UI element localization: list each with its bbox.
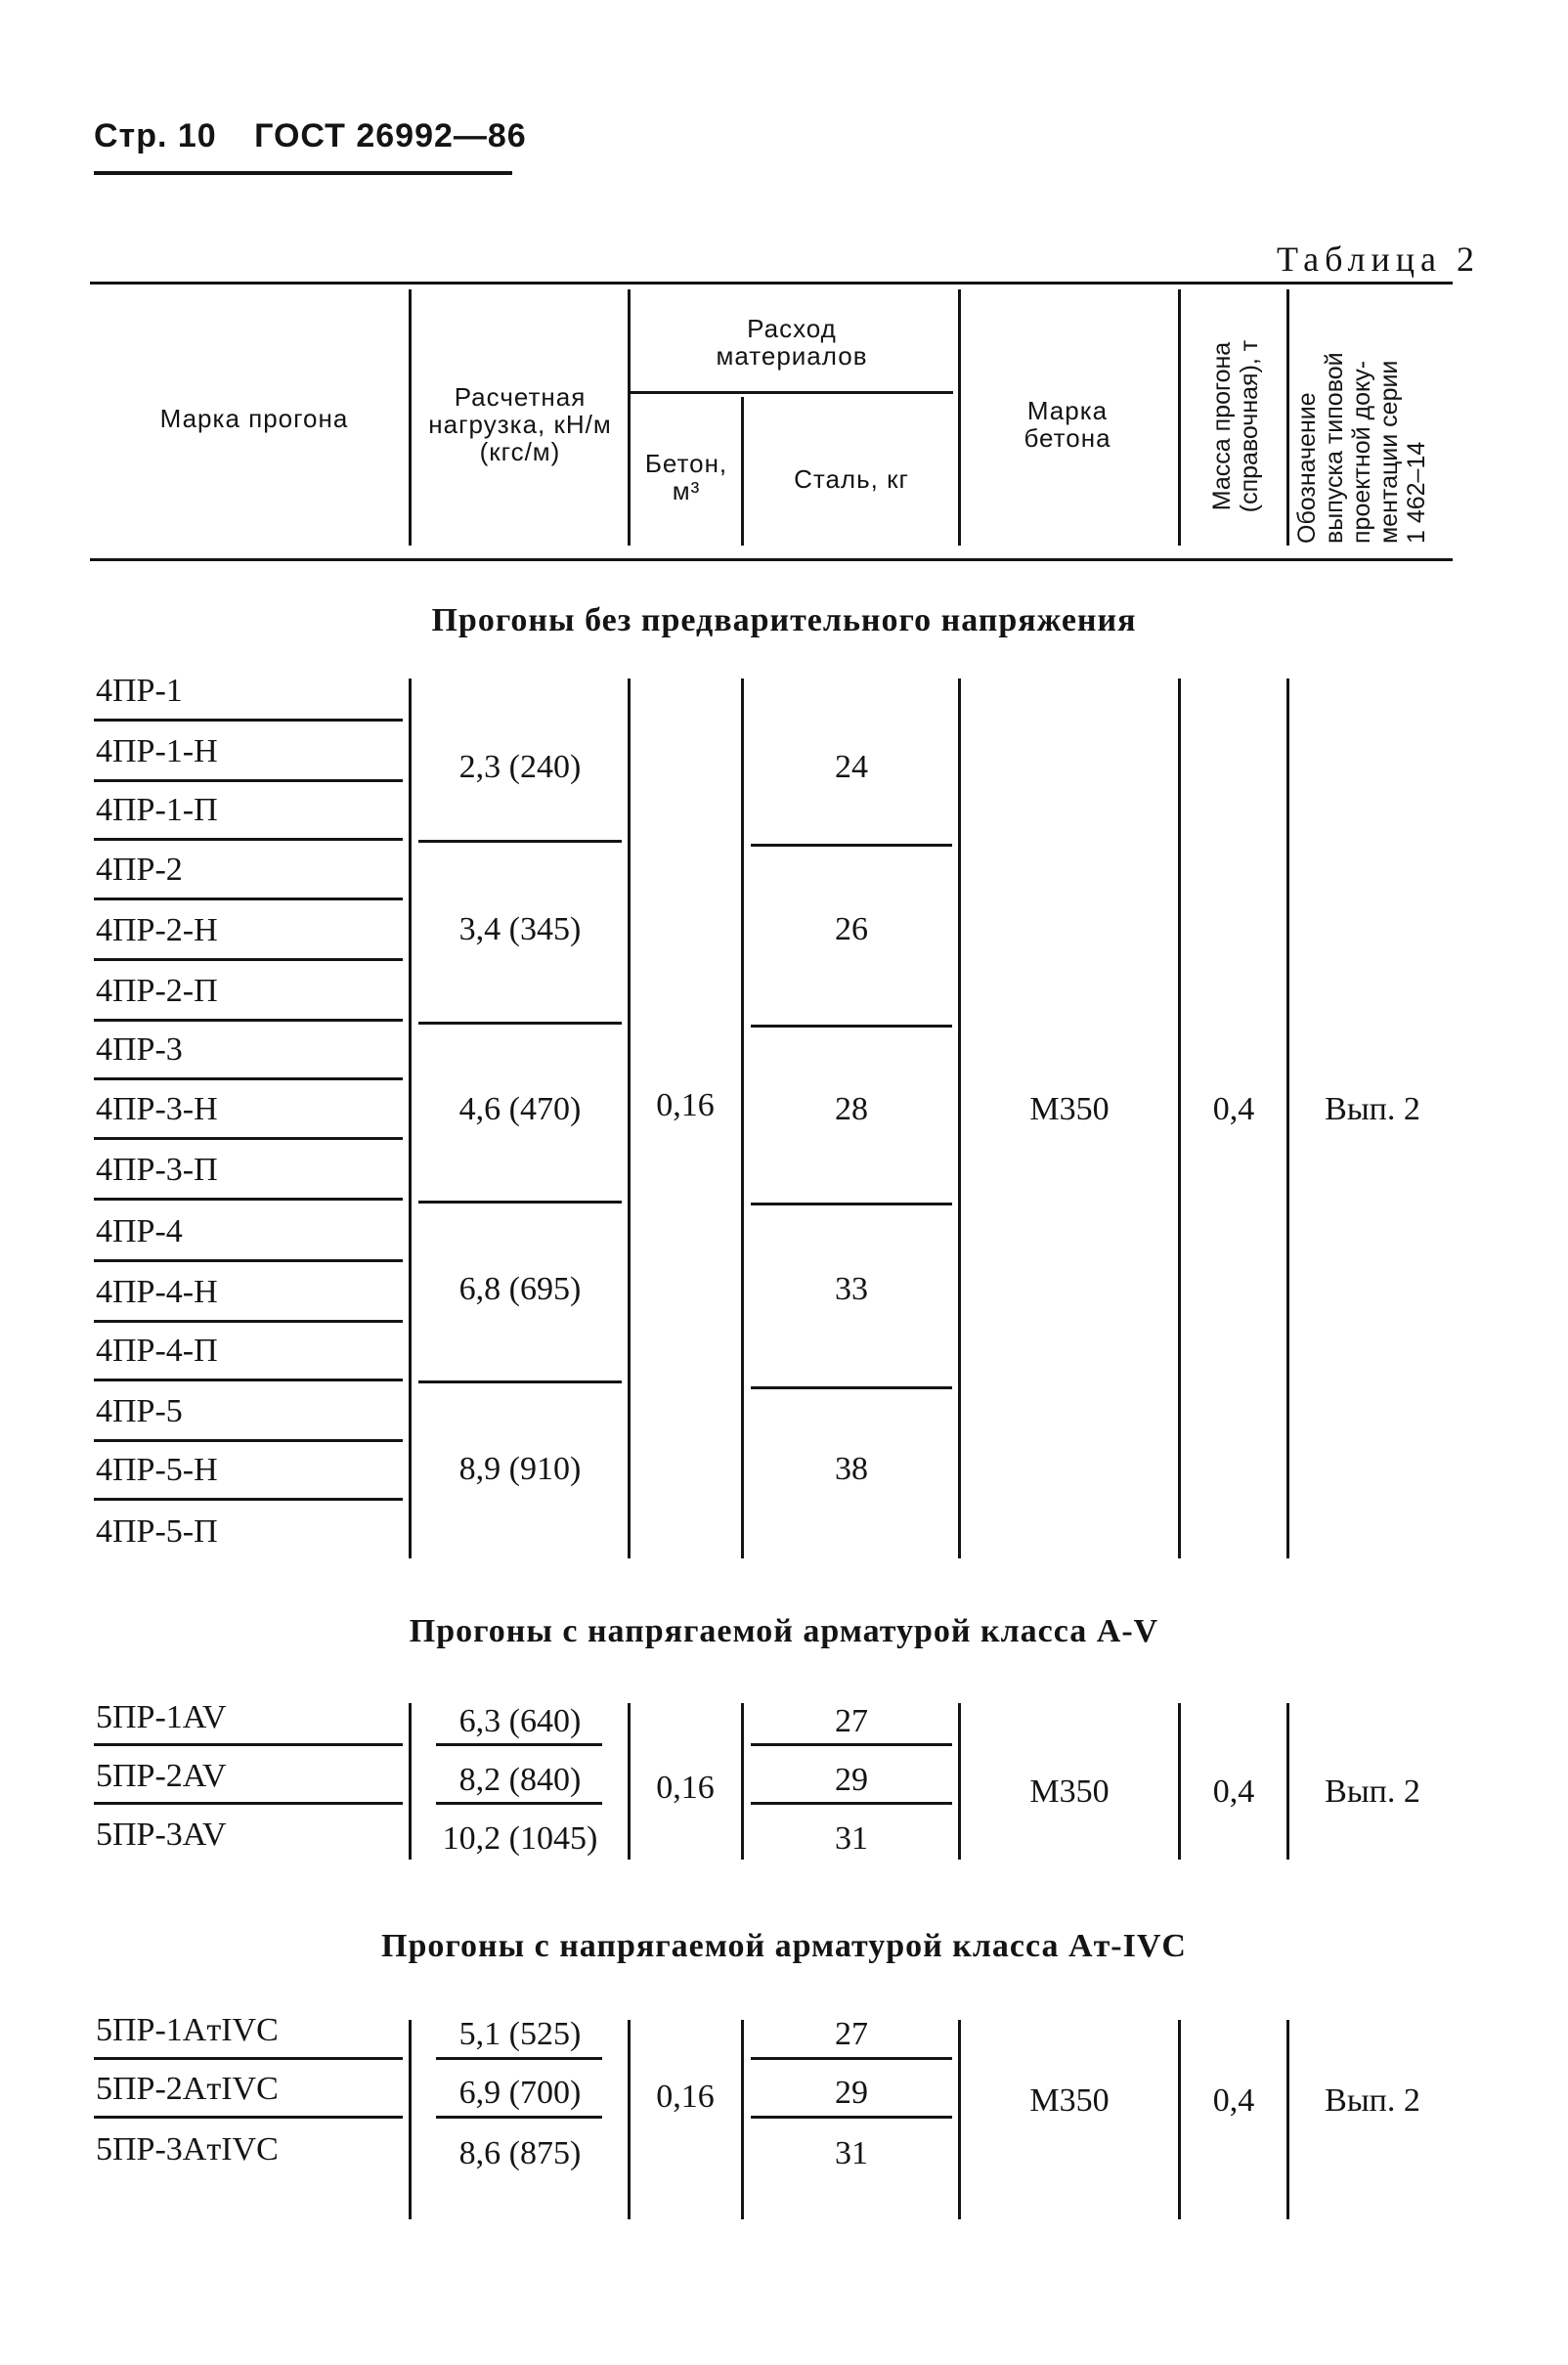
s1-mark: 4ПР-3 — [96, 1031, 183, 1068]
s2-load: 8,2 (840) — [458, 1762, 582, 1798]
s1-steel-divider — [751, 844, 952, 847]
s2-mass: 0,4 — [1212, 1774, 1255, 1810]
col-header-mark: Марка прогона — [159, 404, 349, 433]
s3-col-divider — [741, 2020, 744, 2219]
s1-mark: 4ПР-4-Н — [96, 1274, 218, 1310]
s2-load: 6,3 (640) — [458, 1703, 582, 1739]
s1-mark-underline — [94, 1137, 403, 1140]
s3-mark-underline — [94, 2116, 403, 2119]
s3-col-divider — [628, 2020, 631, 2219]
s2-mark: 5ПР-3AV — [96, 1817, 227, 1853]
s3-concrete: 0,16 — [656, 2079, 715, 2115]
s1-mark: 4ПР-2-Н — [96, 912, 218, 948]
s2-steel: 31 — [835, 1820, 868, 1857]
header-col-divider — [741, 397, 744, 546]
s1-steel-divider — [751, 1386, 952, 1389]
s2-col-divider — [409, 1703, 412, 1860]
s1-load-divider — [418, 1201, 622, 1204]
s2-col-divider — [741, 1703, 744, 1860]
s1-mark-underline — [94, 1320, 403, 1323]
s2-load-underline — [436, 1802, 602, 1805]
s1-mark-underline — [94, 1498, 403, 1501]
s1-mark-underline — [94, 1198, 403, 1201]
section-title-2: Прогоны с напрягаемой арматурой класса A-V — [409, 1613, 1159, 1649]
s1-steel-divider — [751, 1025, 952, 1028]
s1-mark-underline — [94, 838, 403, 841]
s1-mark: 4ПР-5 — [96, 1393, 183, 1429]
s2-col-divider — [1178, 1703, 1181, 1860]
s3-mass: 0,4 — [1212, 2082, 1255, 2119]
s1-mark-underline — [94, 1077, 403, 1080]
s2-steel: 27 — [835, 1703, 868, 1739]
s3-steel: 29 — [835, 2075, 868, 2111]
s2-doc: Вып. 2 — [1325, 1774, 1420, 1810]
header-col-divider — [958, 289, 961, 546]
s1-mark: 4ПР-5-Н — [96, 1452, 218, 1488]
s3-load: 5,1 (525) — [458, 2016, 582, 2052]
s2-steel-underline — [751, 1743, 952, 1746]
s1-mark-underline — [94, 1019, 403, 1022]
s1-col-divider — [409, 679, 412, 1558]
page-number: Стр. 10 — [94, 117, 217, 154]
s1-mark: 4ПР-3-Н — [96, 1091, 218, 1127]
s3-load-underline — [436, 2057, 602, 2060]
s1-col-divider — [741, 679, 744, 1558]
header-col-divider — [1178, 289, 1181, 546]
s3-mark: 5ПР-3AтIVC — [96, 2131, 279, 2168]
s2-load-underline — [436, 1743, 602, 1746]
s1-grade: М350 — [1029, 1091, 1110, 1127]
s2-mark-underline — [94, 1802, 403, 1805]
s3-steel: 27 — [835, 2016, 868, 2052]
s1-load: 2,3 (240) — [458, 749, 582, 785]
page-header — [94, 117, 527, 155]
s1-mark: 4ПР-1 — [96, 673, 183, 709]
s1-col-divider — [1286, 679, 1289, 1558]
col-header-doc-line5: 1 462–14 — [1403, 441, 1430, 544]
s1-concrete: 0,16 — [656, 1087, 715, 1123]
s2-col-divider — [628, 1703, 631, 1860]
s1-mark-underline — [94, 898, 403, 900]
header-col-divider — [1286, 289, 1289, 546]
s3-col-divider — [409, 2020, 412, 2219]
header-col-divider — [409, 289, 412, 546]
s1-col-divider — [628, 679, 631, 1558]
col-header-mass: Масса прогона (справочная), т — [1208, 339, 1263, 513]
s3-mark: 5ПР-2AтIVC — [96, 2071, 279, 2107]
s1-load: 8,9 (910) — [458, 1451, 582, 1487]
s1-mark: 4ПР-4-П — [96, 1333, 218, 1369]
s1-load-divider — [418, 1380, 622, 1383]
s2-steel-underline — [751, 1802, 952, 1805]
s1-col-divider — [1178, 679, 1181, 1558]
s1-steel: 24 — [835, 749, 868, 785]
s1-steel-divider — [751, 1203, 952, 1205]
s1-mark: 4ПР-2-П — [96, 973, 218, 1009]
s1-mark: 4ПР-1-П — [96, 792, 218, 828]
s1-col-divider — [958, 679, 961, 1558]
col-header-steel: Сталь, кг — [794, 464, 909, 494]
col-header-load: Расчетная нагрузка, кН/м (кгс/м) — [428, 382, 612, 466]
s1-steel: 38 — [835, 1451, 868, 1487]
s2-mark-underline — [94, 1743, 403, 1746]
s1-load: 4,6 (470) — [458, 1091, 582, 1127]
col-header-concrete-grade: Марка бетона — [1024, 396, 1111, 453]
s3-load: 6,9 (700) — [458, 2075, 582, 2111]
materials-divider — [631, 391, 953, 394]
header-bottom-rule — [90, 558, 1453, 561]
table-caption: Таблица 2 — [1277, 240, 1480, 279]
s1-load: 3,4 (345) — [458, 911, 582, 947]
s3-load: 8,6 (875) — [458, 2135, 582, 2171]
s1-steel: 33 — [835, 1271, 868, 1307]
s1-load-divider — [418, 840, 622, 843]
section-title-3: Прогоны с напрягаемой арматурой класса Aт-IVC — [381, 1928, 1187, 1964]
s2-load: 10,2 (1045) — [442, 1820, 598, 1857]
table-top-rule — [90, 282, 1453, 285]
s3-mark: 5ПР-1AтIVC — [96, 2012, 279, 2048]
s1-doc: Вып. 2 — [1325, 1091, 1420, 1127]
s1-mark: 4ПР-4 — [96, 1213, 183, 1249]
s1-mass: 0,4 — [1212, 1091, 1255, 1127]
s3-doc: Вып. 2 — [1325, 2082, 1420, 2119]
s3-col-divider — [958, 2020, 961, 2219]
col-header-doc-line2: выпуска типовой — [1321, 352, 1348, 544]
s1-steel: 26 — [835, 911, 868, 947]
s1-mark-underline — [94, 1439, 403, 1442]
col-header-concrete: Бетон, м³ — [644, 449, 728, 505]
s3-mark-underline — [94, 2057, 403, 2060]
s1-mark: 4ПР-3-П — [96, 1152, 218, 1188]
s1-mark: 4ПР-2 — [96, 852, 183, 888]
s3-col-divider — [1286, 2020, 1289, 2219]
col-header-doc-line4: ментации серии — [1375, 360, 1403, 544]
s1-mark-underline — [94, 779, 403, 782]
s1-mark-underline — [94, 719, 403, 722]
s1-steel: 28 — [835, 1091, 868, 1127]
header-col-divider — [628, 289, 631, 546]
s2-concrete: 0,16 — [656, 1770, 715, 1806]
s3-grade: М350 — [1029, 2082, 1110, 2119]
header-underline — [94, 171, 512, 175]
s1-mark: 4ПР-1-Н — [96, 733, 218, 769]
s1-load-divider — [418, 1022, 622, 1025]
col-header-materials: Расход материалов — [716, 314, 868, 371]
s2-mark: 5ПР-1AV — [96, 1699, 227, 1735]
s3-load-underline — [436, 2116, 602, 2119]
s1-load: 6,8 (695) — [458, 1271, 582, 1307]
s1-mark-underline — [94, 958, 403, 961]
s3-steel-underline — [751, 2116, 952, 2119]
s2-grade: М350 — [1029, 1774, 1110, 1810]
s2-mark: 5ПР-2AV — [96, 1758, 227, 1794]
s1-mark: 4ПР-5-П — [96, 1513, 218, 1550]
standard-number: ГОСТ 26992—86 — [254, 117, 527, 154]
s3-steel: 31 — [835, 2135, 868, 2171]
section-title-1: Прогоны без предварительного напряжения — [431, 602, 1137, 638]
col-header-doc-line1: Обозначение — [1293, 392, 1321, 544]
s3-steel-underline — [751, 2057, 952, 2060]
s3-col-divider — [1178, 2020, 1181, 2219]
s1-mark-underline — [94, 1379, 403, 1381]
s2-col-divider — [958, 1703, 961, 1860]
s2-steel: 29 — [835, 1762, 868, 1798]
s2-col-divider — [1286, 1703, 1289, 1860]
col-header-doc-line3: проектной доку- — [1348, 360, 1375, 544]
s1-mark-underline — [94, 1259, 403, 1262]
